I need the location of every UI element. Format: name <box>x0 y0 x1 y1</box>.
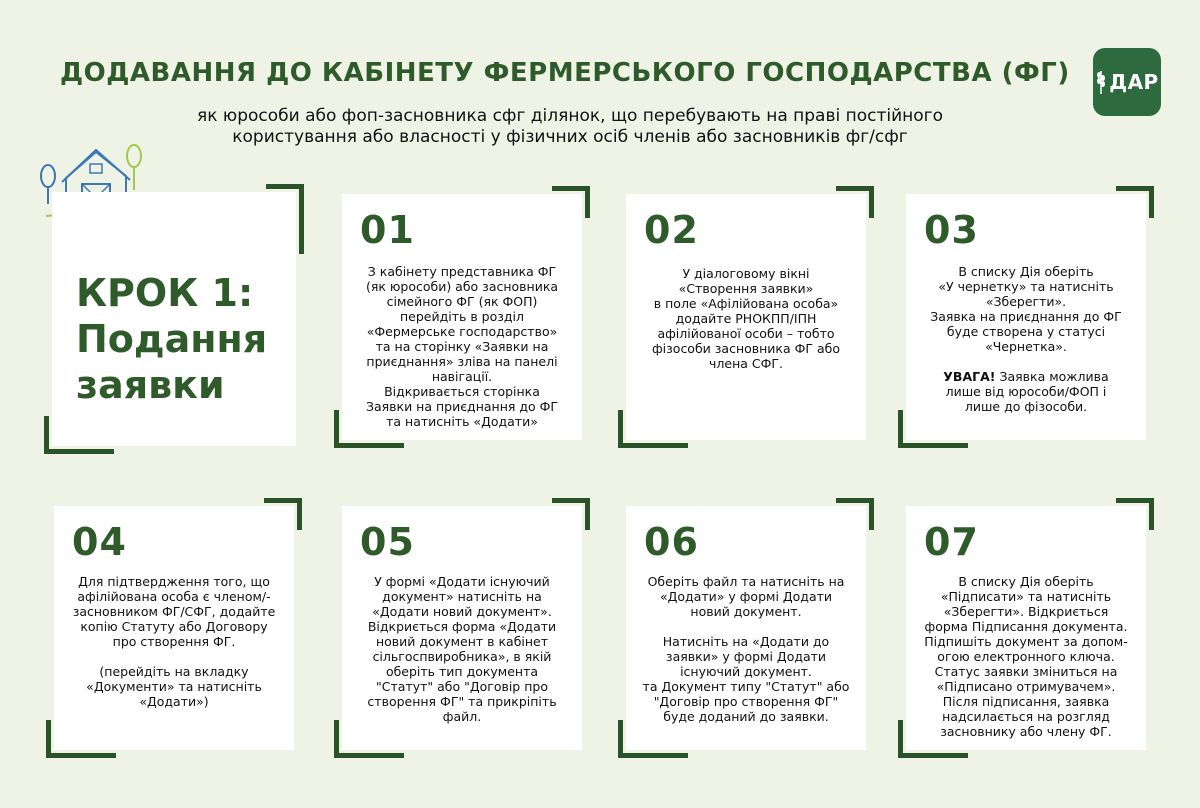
card-text <box>638 266 854 371</box>
card-line: про створення ФГ. <box>112 634 236 649</box>
card-line: навігації. <box>431 369 493 384</box>
card-number: 07 <box>924 520 979 564</box>
card-line: У діалоговому вікні <box>682 266 810 281</box>
card-line: новий документ в кабінет <box>375 634 549 649</box>
instruction-card <box>54 506 294 750</box>
card-paragraph <box>638 634 854 724</box>
card-line: лише від юрособи/ФОП і <box>945 384 1107 399</box>
card-line: (перейдіть на вкладку <box>99 664 249 679</box>
card-line: буде доданий до заявки. <box>663 709 829 724</box>
card-line: «Чернетка». <box>985 339 1067 354</box>
card-line: "Договір про створення ФГ" <box>653 694 839 709</box>
card-line: афілійованої особи – тобто <box>657 326 835 341</box>
card-line: буде створена у статусі <box>946 324 1106 339</box>
wheat-icon <box>1095 69 1107 95</box>
card-text <box>66 574 282 709</box>
card-line: Відкривається сторінка <box>384 384 540 399</box>
card-line: фізособи засновника ФГ або <box>651 341 840 356</box>
card-line: Відкриється форма «Додати <box>367 619 557 634</box>
card-paragraph <box>354 574 570 724</box>
card-paragraph <box>638 574 854 619</box>
page-subtitle <box>130 106 1010 148</box>
card-paragraph <box>66 574 282 649</box>
card-paragraph <box>638 266 854 371</box>
card-line: Заявка на приєднання до ФГ <box>930 309 1122 324</box>
card-line: огою електронного ключа. <box>937 649 1115 664</box>
subtitle-line: користування або власності у фізичних осіб членів або засновників фг/сфг <box>232 127 908 147</box>
step-line: заявки <box>76 363 225 407</box>
card-line: У формі «Додати існуючий <box>374 574 550 589</box>
card-line: «Фермерське господарство» <box>366 324 558 339</box>
card-line: Натисніть на «Додати до <box>662 634 830 649</box>
card-line: З кабінету представника ФГ <box>367 264 557 279</box>
card-line: документ» натисніть на <box>382 589 542 604</box>
subtitle-line: як юрособи або фоп-засновника сфг ділянок, що перебувають на праві постійного <box>197 106 943 126</box>
card-number: 02 <box>644 208 699 252</box>
instruction-card <box>626 194 866 440</box>
step-title <box>76 270 296 408</box>
instruction-card <box>906 506 1146 750</box>
card-number: 04 <box>72 520 127 564</box>
card-line: «Додати новий документ». <box>372 604 552 619</box>
card-text <box>918 574 1134 739</box>
card-line: «Підписано отримувачем». <box>936 679 1116 694</box>
corner-bracket <box>836 498 874 530</box>
card-line: існуючий документ. <box>680 664 812 679</box>
card-paragraph <box>66 664 282 709</box>
card-paragraph <box>918 574 1134 739</box>
card-line: засновнику або члену ФГ. <box>940 724 1112 739</box>
card-line: копію Статуту або Договору <box>80 619 268 634</box>
corner-bracket <box>264 498 302 530</box>
corner-bracket <box>552 186 590 218</box>
corner-bracket <box>44 416 114 454</box>
card-text <box>918 264 1134 414</box>
card-paragraph <box>354 264 570 429</box>
step-card <box>52 192 296 446</box>
page-title: ДОДАВАННЯ ДО КАБІНЕТУ ФЕРМЕРСЬКОГО ГОСПОДАРСТВА (ФГ) <box>60 58 1070 88</box>
card-paragraph <box>918 264 1134 354</box>
card-line: «Додати» у формі Додати <box>659 589 833 604</box>
logo-text: ДАР <box>1109 70 1159 94</box>
card-line: приєднання» зліва на панелі <box>366 354 558 369</box>
card-line: Для підтвердження того, що <box>78 574 270 589</box>
card-line: «Створення заявки» <box>678 281 814 296</box>
card-line: В списку Дія оберіть <box>958 574 1094 589</box>
card-line: «Додати») <box>139 694 209 709</box>
card-line: Статус заявки зміниться на <box>934 664 1118 679</box>
card-number: 03 <box>924 208 979 252</box>
instruction-card <box>342 194 582 440</box>
corner-bracket <box>836 186 874 218</box>
card-line: надсилається на розгляд <box>942 709 1110 724</box>
card-line: сільгоспвиробника», в якій <box>372 649 552 664</box>
card-line: в поле «Афілійована особа» <box>653 296 839 311</box>
corner-bracket <box>898 410 968 448</box>
corner-bracket <box>618 410 688 448</box>
card-line: «Зберегти». Відкриється <box>943 604 1109 619</box>
card-line: (як юрособи) або засновника <box>365 279 559 294</box>
card-line: «У чернетку» та натисніть <box>938 279 1114 294</box>
card-line: та на сторінку «Заявки на <box>375 339 549 354</box>
dar-logo <box>1093 48 1161 116</box>
card-line: Заявки на приєднання до ФГ <box>365 399 559 414</box>
card-line: перейдіть в розділ <box>399 309 525 324</box>
card-line: Оберіть файл та натисніть на <box>647 574 845 589</box>
card-line: «Підписати» та натисніть <box>940 589 1112 604</box>
corner-bracket <box>1116 186 1154 218</box>
card-line: В списку Дія оберіть <box>958 264 1094 279</box>
card-line: "Статут" або "Договір про <box>376 679 548 694</box>
card-line: створення ФГ" та прикріпіть <box>367 694 557 709</box>
instruction-card <box>906 194 1146 440</box>
card-paragraph <box>918 369 1134 414</box>
instruction-card <box>342 506 582 750</box>
card-line: новий документ. <box>690 604 802 619</box>
card-line: оберіть тип документа <box>385 664 539 679</box>
instruction-card <box>626 506 866 750</box>
card-text <box>354 574 570 724</box>
card-line: члена СФГ. <box>709 356 783 371</box>
card-number: 05 <box>360 520 415 564</box>
card-line: та Документ типу "Статут" або <box>642 679 850 694</box>
corner-bracket <box>266 184 304 254</box>
card-line: «Документи» та натисніть <box>86 679 262 694</box>
card-line: «Зберегти». <box>985 294 1067 309</box>
step-line: КРОК 1: <box>76 271 254 315</box>
card-line: Підпишіть документ за допом- <box>924 634 1128 649</box>
card-line: заявки» у формі Додати <box>665 649 827 664</box>
step-line: Подання <box>76 317 268 361</box>
card-text <box>638 574 854 724</box>
corner-bracket <box>618 720 688 758</box>
card-line: додайте РНОКПП/ІПН <box>675 311 817 326</box>
card-line: файл. <box>442 709 482 724</box>
card-line: та натисніть «Додати» <box>386 414 538 429</box>
corner-bracket <box>46 720 116 758</box>
card-line: УВАГА! Заявка можлива <box>943 369 1109 384</box>
card-line: форма Підписання документа. <box>924 619 1128 634</box>
card-line: лише до фізособи. <box>964 399 1088 414</box>
card-number: 01 <box>360 208 415 252</box>
card-line: Після підписання, заявка <box>942 694 1110 709</box>
card-number: 06 <box>644 520 699 564</box>
card-line: сімейного ФГ (як ФОП) <box>386 294 538 309</box>
card-line: засновником ФГ/СФГ, додайте <box>72 604 276 619</box>
card-text <box>354 264 570 429</box>
corner-bracket <box>1116 498 1154 530</box>
corner-bracket <box>552 498 590 530</box>
card-line: афілійована особа є членом/- <box>77 589 271 604</box>
corner-bracket <box>334 720 404 758</box>
